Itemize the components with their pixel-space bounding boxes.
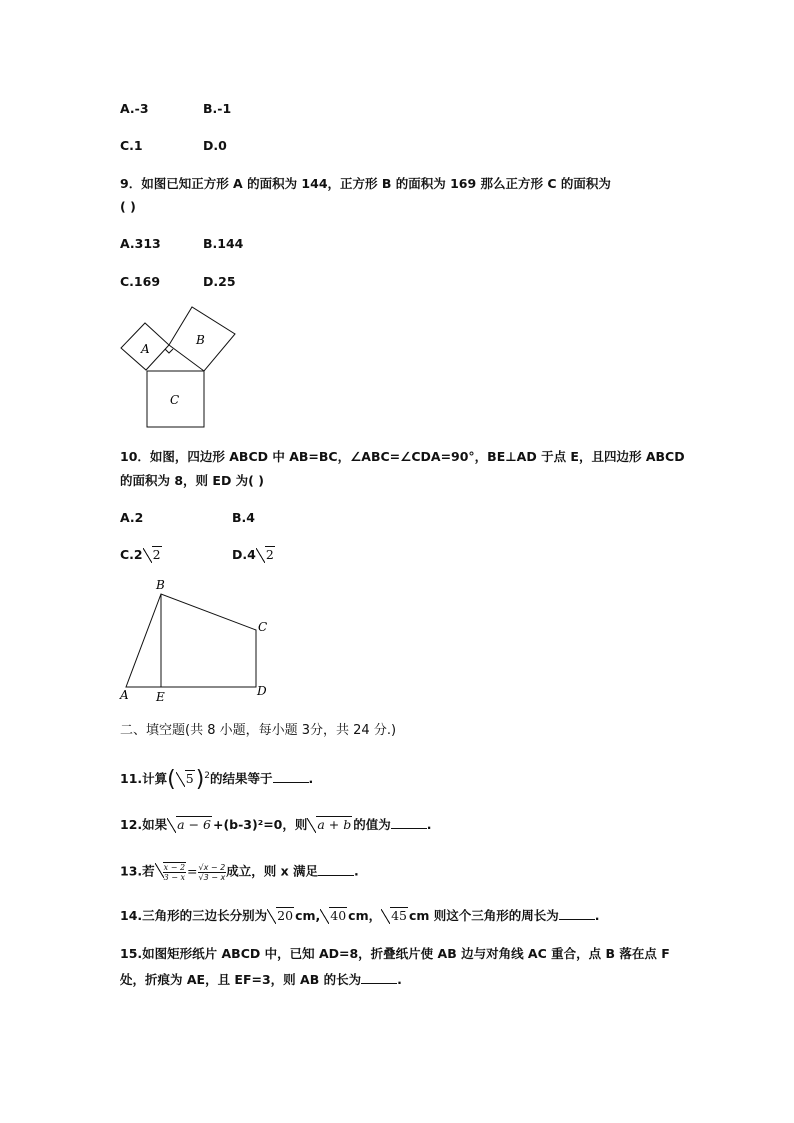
q10-option-b: B.4	[232, 510, 255, 525]
right-angle-mark	[165, 349, 173, 353]
q9-option-a: A.313	[120, 236, 161, 251]
q8-option-a: A.-3	[120, 101, 149, 116]
q10-stem: 10．如图，四边形 ABCD 中 AB=BC，∠ABC=∠CDA=90°，BE⊥AD 于点 E，且四边形 ABCD	[120, 449, 685, 464]
q9-paren: ( )	[120, 199, 136, 214]
section-title: 二、填空题(共 8 小题，每小题 3分，共 24 分.)	[120, 723, 397, 738]
q10-option-d: D.4 2	[232, 547, 274, 562]
label-c: C	[170, 393, 180, 407]
q15-line2: 处，折痕为 AE，且 EF=3，则 AB 的长为 .	[120, 972, 402, 987]
q10-option-a: A.2	[120, 510, 144, 525]
q14: 14.三角形的三边长分别为 20 cm, 40 cm， 45 cm 则这个三角形的周长为 .	[120, 908, 600, 923]
quad-abcd	[126, 594, 256, 687]
q9-option-c: C.169	[120, 274, 161, 289]
q15-line1: 15.如图矩形纸片 ABCD 中，已知 AD=8，折叠纸片使 AB 边与对角线 AC 重合，点 B 落在点 F	[120, 946, 670, 961]
q8-option-d: D.0	[203, 138, 227, 153]
q9-option-d: D.25	[203, 274, 236, 289]
q13: 13.若 $\frac{x - 2}{3 - x}$ = $\frac{√x - 2}{√3 - x}$ 成立，则 x 满足 .	[120, 862, 359, 882]
label-e: E	[156, 690, 165, 704]
q8-option-b: B.-1	[203, 101, 232, 116]
q9-figure	[115, 303, 245, 433]
q9-option-b: B.144	[203, 236, 244, 251]
label-b: B	[156, 578, 165, 592]
q9-stem: 9．如图已知正方形 A 的面积为 144，正方形 B 的面积为 169 那么正方形 C 的面积为	[120, 176, 611, 191]
label-a: A	[141, 342, 150, 356]
label-b: B	[196, 333, 205, 347]
label-a: A	[120, 688, 129, 702]
q12: 12.如果 a − 6 +(b-3)²=0，则 a + b 的值为 .	[120, 817, 432, 832]
label-c: C	[258, 620, 268, 634]
q11: 11.计算( 5)$^2$的结果等于 .	[120, 766, 314, 792]
q10-option-c: C.2 2	[120, 547, 161, 562]
label-d: D	[257, 684, 267, 698]
q8-option-c: C.1	[120, 138, 143, 153]
q10-figure	[115, 575, 280, 705]
q10-stem2: 的面积为 8，则 ED 为( )	[120, 473, 264, 488]
